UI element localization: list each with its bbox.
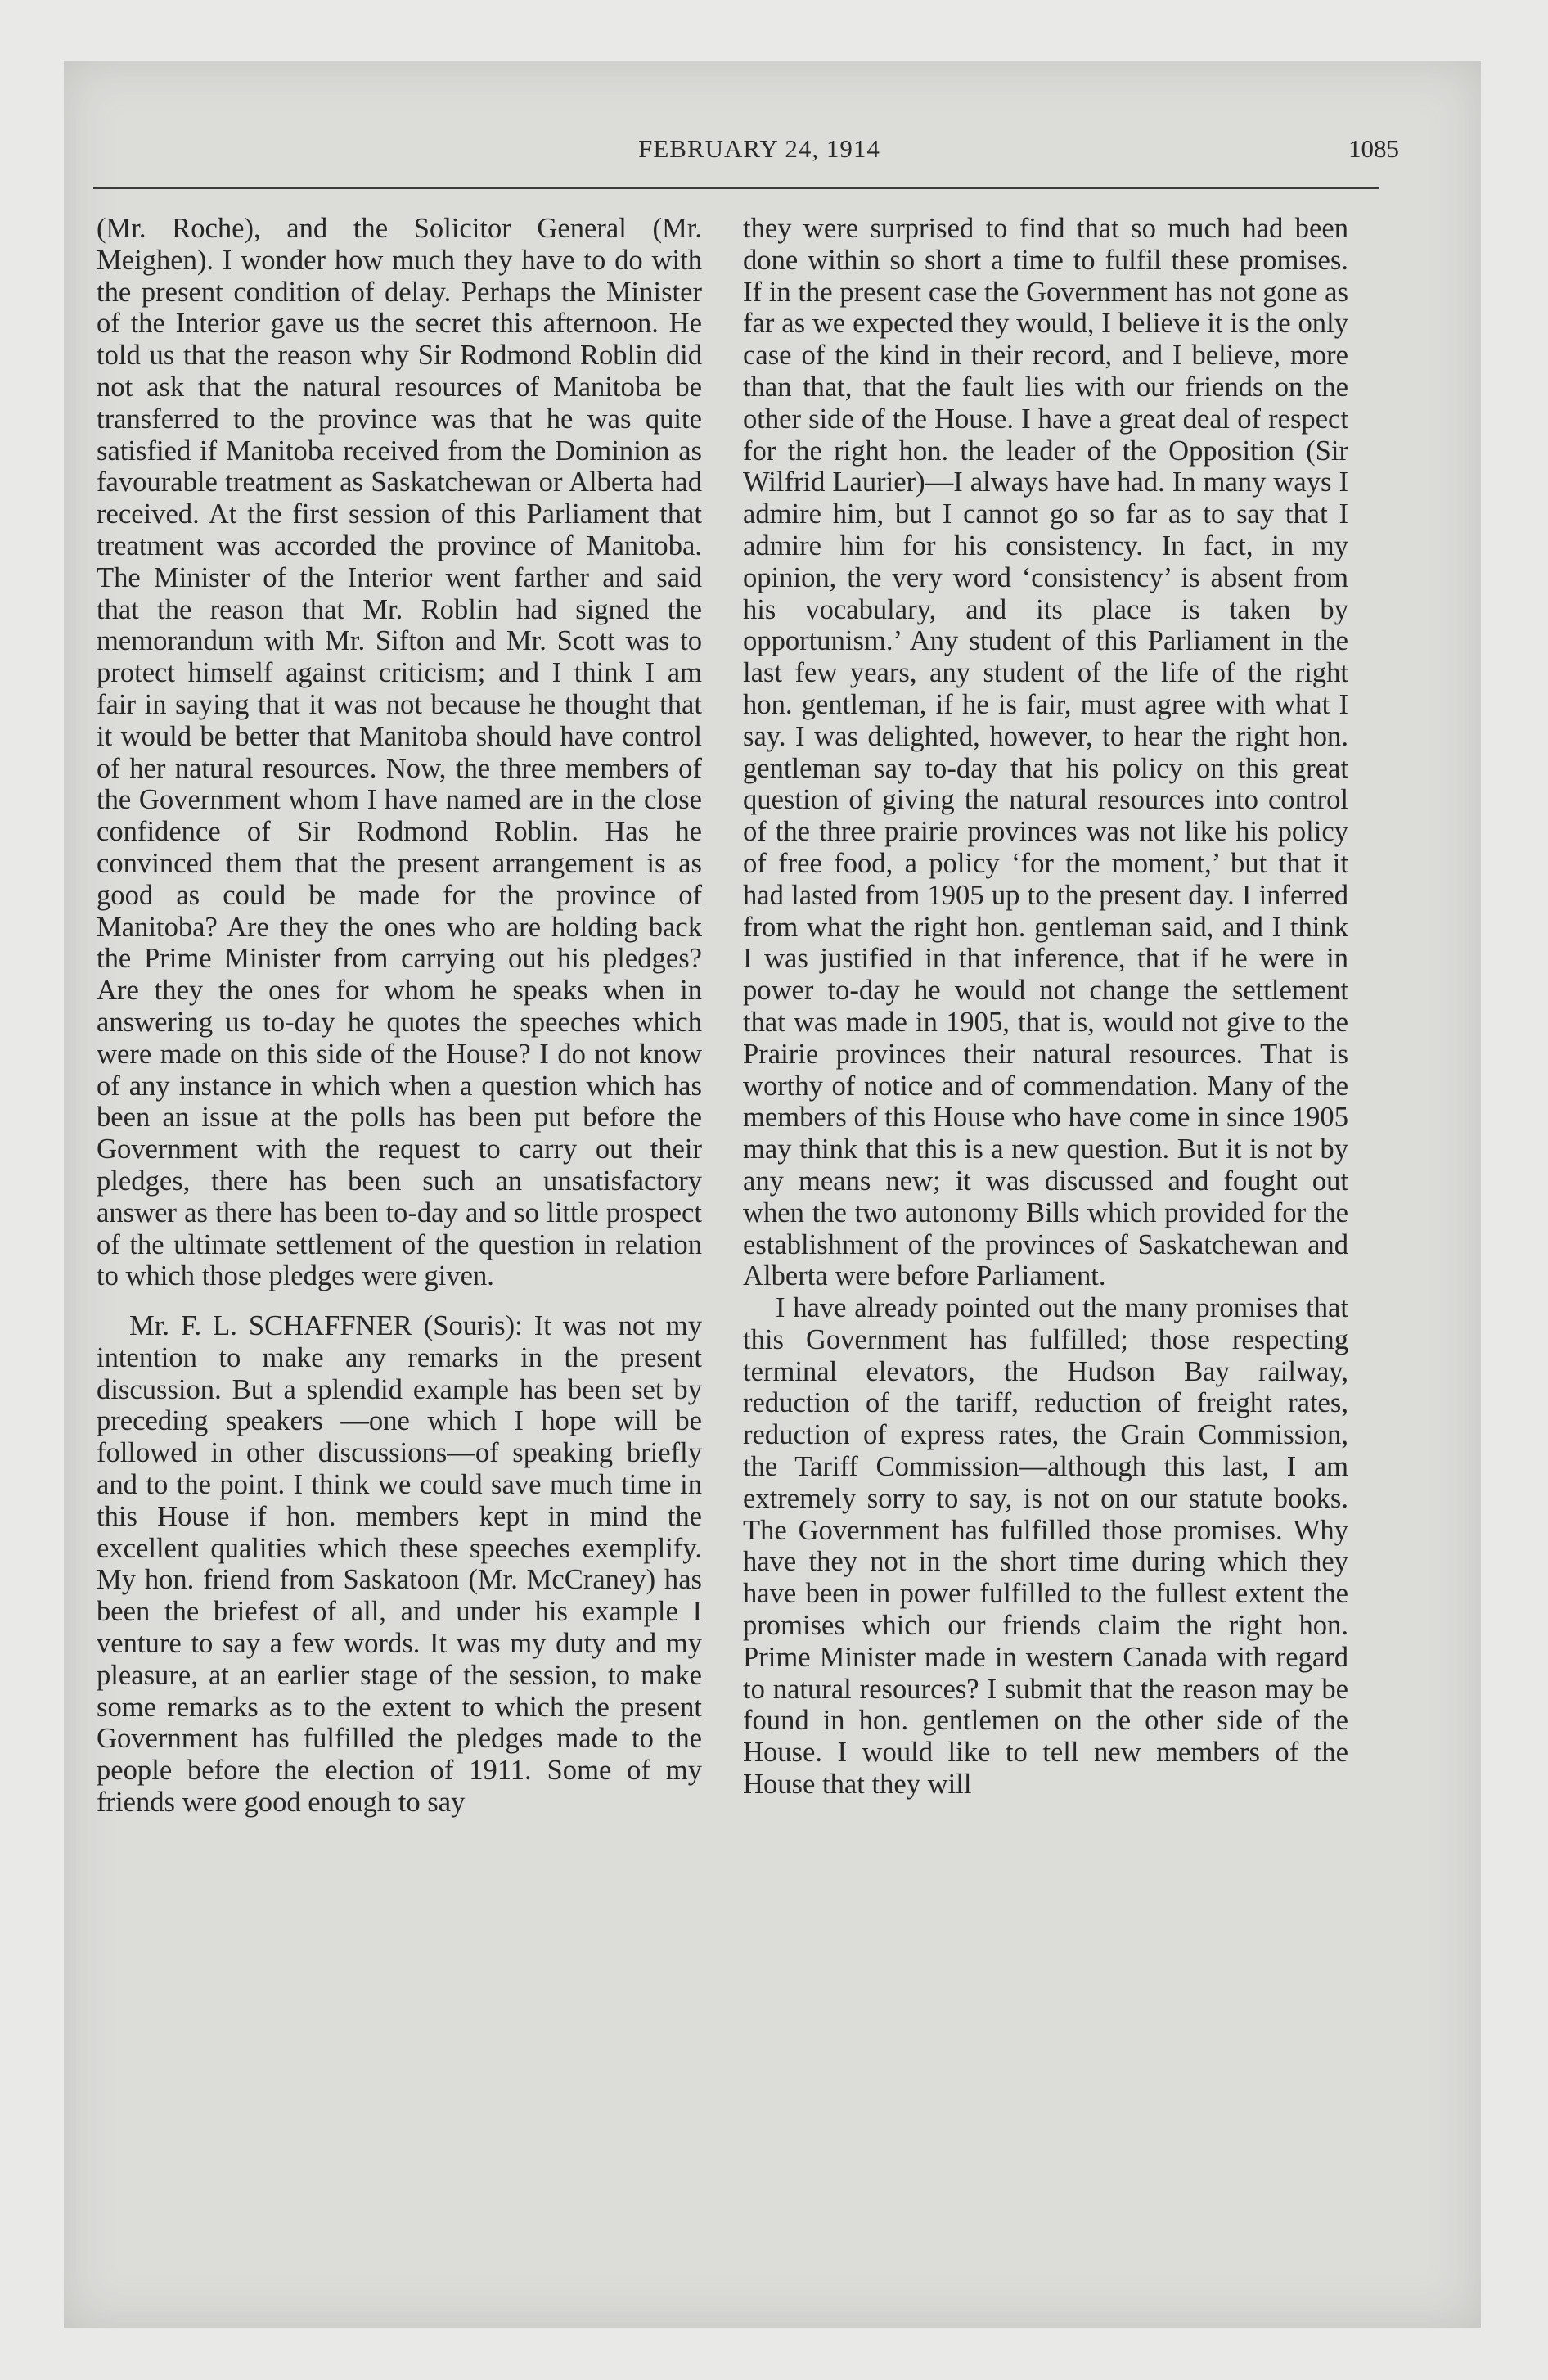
left-paragraph-1: (Mr. Roche), and the Solicitor General (Mr. Meighen). I wonder how much they have to do with the present condition of delay. Perhaps the Minister of the Interior gave us the secret this afternoon. He told us that the reason why Sir Rodmond Roblin did not ask that the natural resources of Manitoba be transferred to the province was that he was quite satisfied if Manitoba received from the Dominion as favourable treatment as Saskatchewan or Alberta had received. At the first session of this Parliament that treatment was accorded the province of Manitoba. The Minister of the Interior went farther and said that the reason that Mr. Roblin had signed the memorandum with Mr. Sifton and Mr. Scott was to protect himself against criticism; and I think I am fair in saying that it was not because he thought that it would be better that Manitoba should have control of her natural resources. Now, the three members of the Government whom I have named are in the close confidence of Sir Rodmond Roblin. Has he convinced them that the present arrangement is as good as could be made for the province of Manitoba? Are they the ones who are holding back the Prime Minister from carrying out his pledges? Are they the ones for whom he speaks when in answering us to-day he quotes the speeches which were made on this side of the House? I do not know of any instance in which when a question which has been an issue at the polls has been put before the Government with the request to carry out their pledges, there has been such an unsatisfactory answer as there has been to-day and so little prospect of the ultimate settlement of the question in relation to which those pledges were given. [97, 213, 702, 1292]
header-date: FEBRUARY 24, 1914 [638, 134, 880, 163]
page-header [64, 134, 1481, 183]
left-paragraph-2: Mr. F. L. SCHAFFNER (Souris): It was not my intention to make any remarks in the present discussion. But a splendid example has been set by preceding speakers —one which I hope will be followed in other discussions—of speaking briefly and to the point. I think we could save much time in this House if hon. members kept in mind the excellent qualities which these speeches exemplify. My hon. friend from Saskatoon (Mr. McCraney) has been the briefest of all, and under his example I venture to say a few words. It was my duty and my pleasure, at an earlier stage of the session, to make some remarks as to the extent to which the present Government has fulfilled the pledges made to the people before the election of 1911. Some of my friends were good enough to say [97, 1310, 702, 1819]
right-paragraph-2: I have already pointed out the many promises that this Government has fulfilled; those respecting terminal elevators, the Hudson Bay railway, reduction of the tariff, reduction of freight rates, reduction of express rates, the Grain Commission, the Tariff Commission—although this last, I am extremely sorry to say, is not on our statute books. The Government has fulfilled those promises. Why have they not in the short time during which they have been in power fulfilled to the fullest extent the promises which our friends claim the right hon. Prime Minister made in western Canada with regard to natural resources? I submit that the reason may be found in hon. gentlemen on the other side of the House. I would like to tell new members of the House that they will [743, 1292, 1348, 1801]
header-rule [93, 187, 1379, 189]
scanned-page [64, 61, 1481, 2328]
right-column [743, 213, 1348, 1801]
page-number: 1085 [1348, 134, 1399, 163]
left-column [97, 213, 702, 1819]
right-paragraph-1: they were surprised to find that so much had been done within so short a time to fulfil these promises. If in the present case the Government has not gone as far as we expected they would, I believe it is the only case of the kind in their record, and I believe, more than that, that the fault lies with our friends on the other side of the House. I have a great deal of respect for the right hon. the leader of the Opposition (Sir Wilfrid Laurier)—I always have had. In many ways I admire him, but I cannot go so far as to say that I admire him for his consistency. In fact, in my opinion, the very word ‘consistency’ is absent from his vocabulary, and its place is taken by opportunism.’ Any student of this Parliament in the last few years, any student of the life of the right hon. gentleman, if he is fair, must agree with what I say. I was delighted, however, to hear the right hon. gentleman say to-day that his policy on this great question of giving the natural resources into control of the three prairie provinces was not like his policy of free food, a policy ‘for the moment,’ but that it had lasted from 1905 up to the present day. I inferred from what the right hon. gentleman said, and I think I was justified in that inference, that if he were in power to-day he would not change the settlement that was made in 1905, that is, would not give to the Prairie provinces their natural resources. That is worthy of notice and of commendation. Many of the members of this House who have come in since 1905 may think that this is a new question. But it is not by any means new; it was discussed and fought out when the two autonomy Bills which provided for the establishment of the provinces of Saskatchewan and Alberta were before Parliament. [743, 213, 1348, 1292]
